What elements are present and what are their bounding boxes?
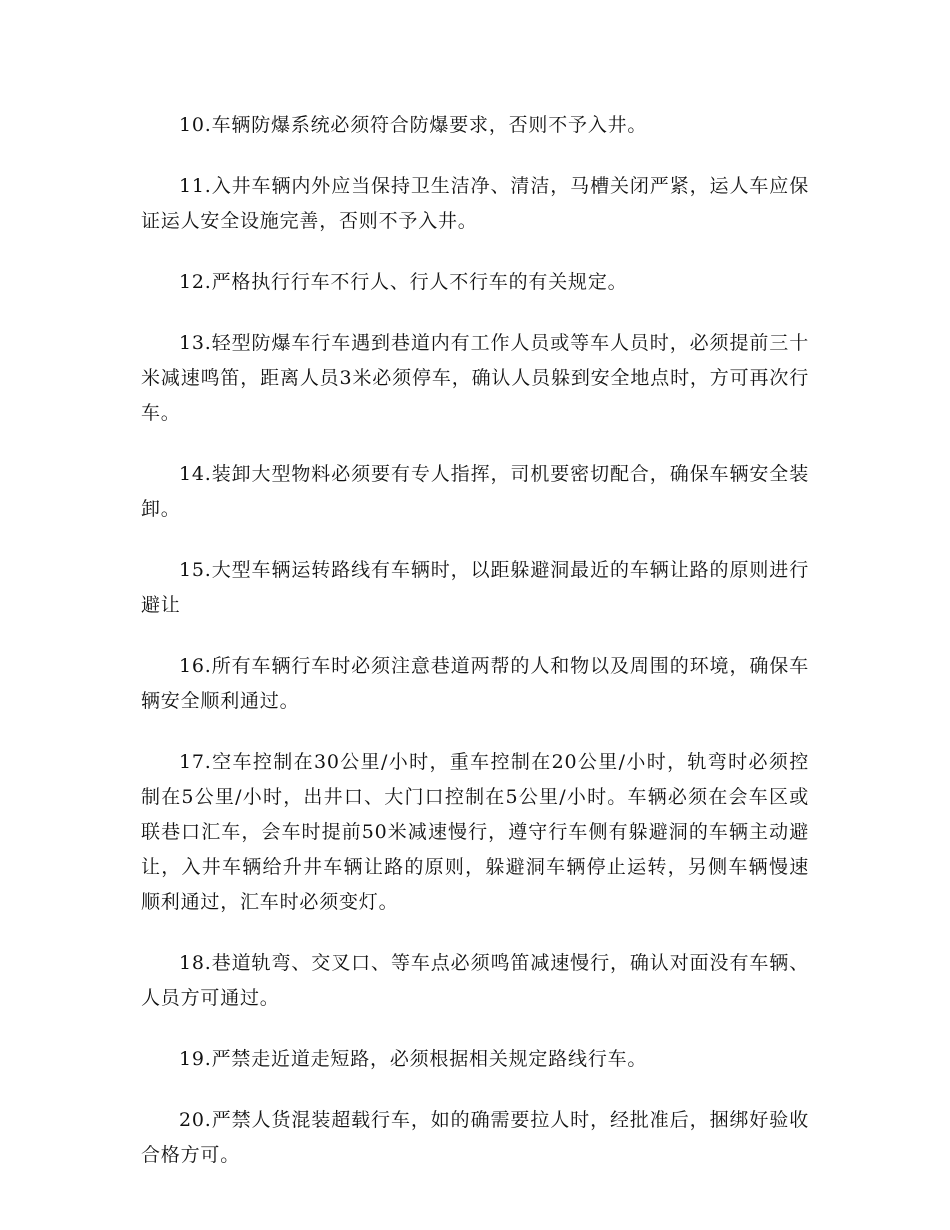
paragraph-rule-18: 18.巷道轨弯、交叉口、等车点必须鸣笛减速慢行，确认对面没有车辆、人员方可通过。 [141, 952, 809, 1009]
paragraph-rule-12: 12.严格执行行车不行人、行人不行车的有关规定。 [179, 271, 628, 293]
paragraph-rule-17: 17.空车控制在30公里/小时，重车控制在20公里/小时，轨弯时必须控制在5公里/小时，出井口、大门口控制在5公里/小时。车辆必须在会车区或联巷口汇车，会车时提前50米减速慢行，遵守行车侧有躲避洞的车辆主动避让，入井车辆给升井车辆让路的原则，躲避洞车辆停止运转，另侧车辆慢速顺利通过，汇车时必须变灯。 [141, 751, 809, 913]
document-body [141, 108, 809, 1199]
paragraph-rule-10: 10.车辆防爆系统必须符合防爆要求，否则不予入井。 [179, 114, 648, 136]
paragraph-rule-16: 16.所有车辆行车时必须注意巷道两帮的人和物以及周围的环境，确保车辆安全顺利通过。 [141, 655, 809, 712]
paragraph-rule-19: 19.严禁走近道走短路，必须根据相关规定路线行车。 [179, 1048, 648, 1070]
paragraph-rule-11: 11.入井车辆内外应当保持卫生洁净、清洁，马槽关闭严紧，运人车应保证运人安全设施完善，否则不予入井。 [141, 175, 809, 232]
paragraph-rule-15: 15.大型车辆运转路线有车辆时，以距躲避洞最近的车辆让路的原则进行避让 [141, 559, 809, 616]
paragraph-rule-20: 20.严禁人货混装超载行车，如的确需要拉人时，经批准后，捆绑好验收合格方可。 [141, 1109, 809, 1166]
paragraph-rule-14: 14.装卸大型物料必须要有专人指挥，司机要密切配合，确保车辆安全装卸。 [141, 463, 809, 520]
paragraph-rule-13: 13.轻型防爆车行车遇到巷道内有工作人员或等车人员时，必须提前三十米减速鸣笛，距离人员3米必须停车，确认人员躲到安全地点时，方可再次行车。 [141, 332, 809, 424]
